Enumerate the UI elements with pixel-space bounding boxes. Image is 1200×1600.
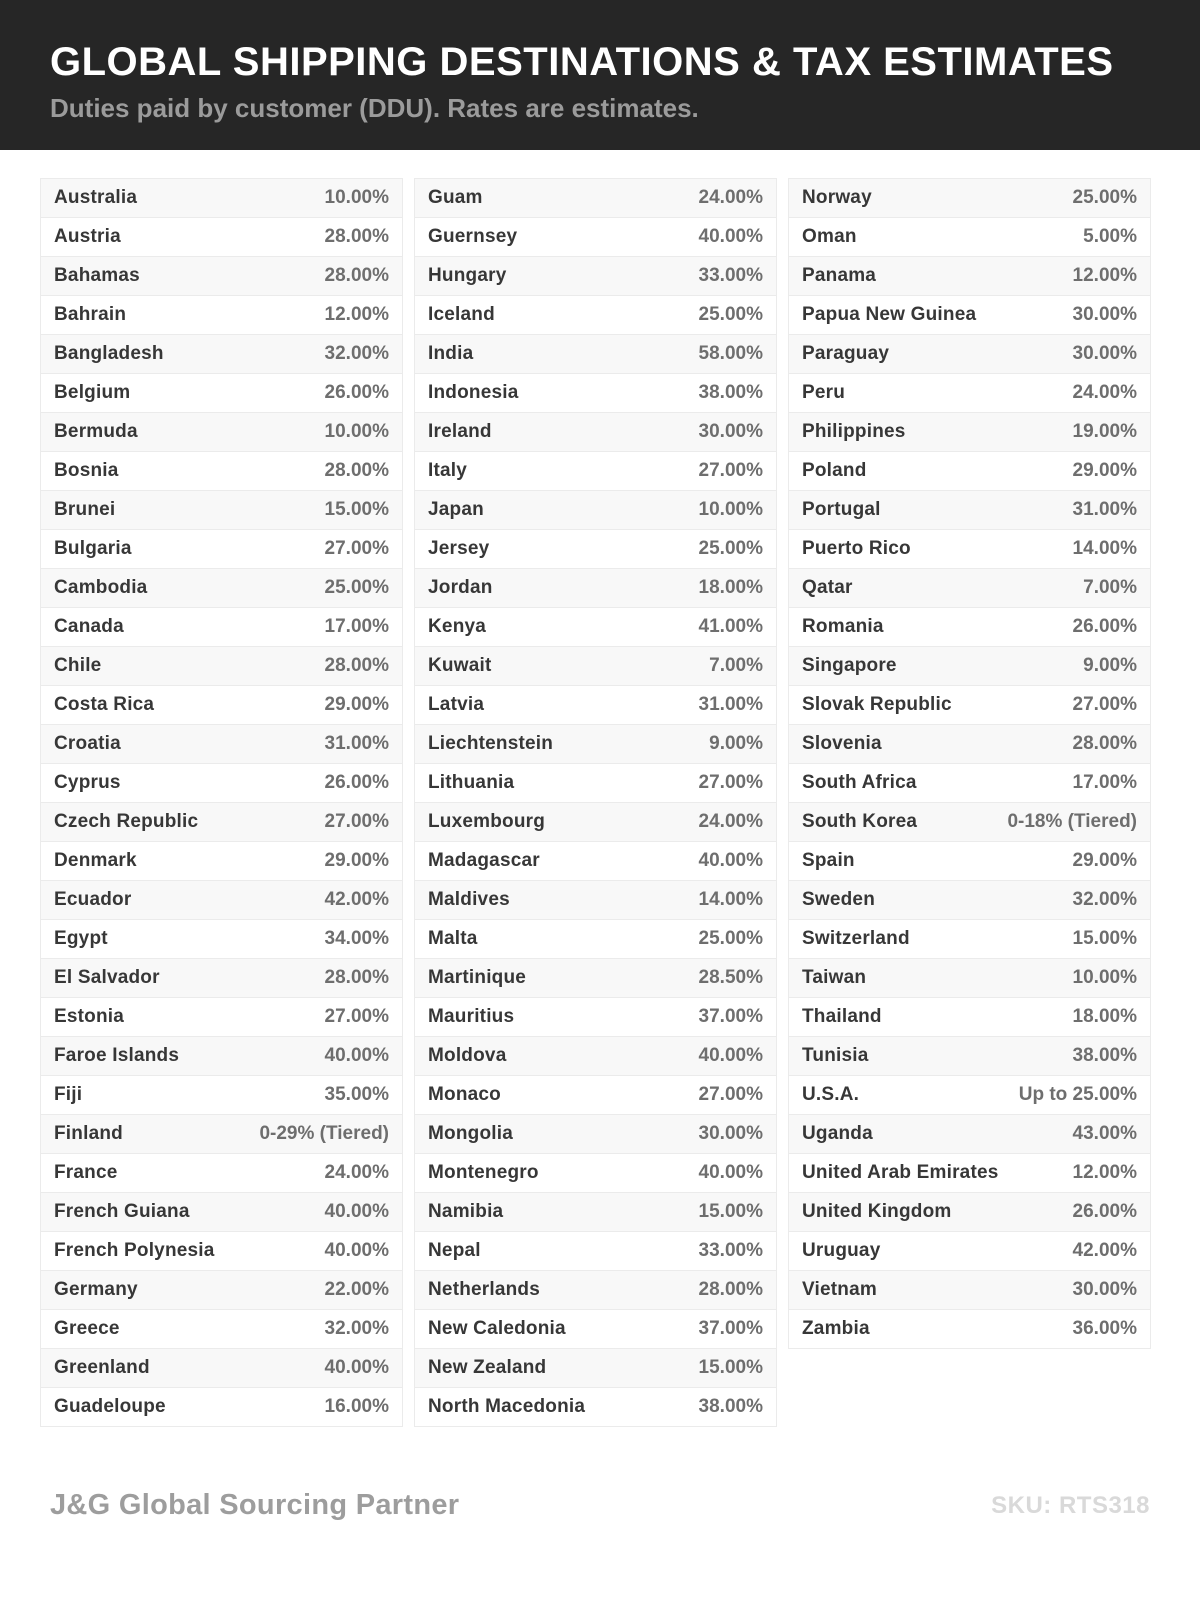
table-row: [41, 608, 402, 647]
tax-rate: 25.00%: [698, 538, 763, 559]
country-name: Poland: [802, 460, 867, 481]
country-name: Spain: [802, 850, 855, 871]
tax-rate: 15.00%: [698, 1201, 763, 1222]
country-name: Uruguay: [802, 1240, 881, 1261]
country-name: French Polynesia: [54, 1240, 215, 1261]
country-name: Hungary: [428, 265, 507, 286]
table-row: [41, 569, 402, 608]
country-name: Martinique: [428, 967, 527, 988]
table-row: [415, 257, 776, 296]
table-row: [41, 179, 402, 218]
tax-rate: 10.00%: [324, 187, 389, 208]
tax-rate: 19.00%: [1072, 421, 1137, 442]
tax-rate: 28.00%: [1072, 733, 1137, 754]
tax-rate: 40.00%: [698, 226, 763, 247]
country-name: Portugal: [802, 499, 881, 520]
tax-rate: 15.00%: [698, 1357, 763, 1378]
country-name: Kenya: [428, 616, 487, 637]
country-name: Kuwait: [428, 655, 492, 676]
country-name: Cambodia: [54, 577, 148, 598]
tax-rate: 12.00%: [324, 304, 389, 325]
table-row: [41, 257, 402, 296]
country-name: South Korea: [802, 811, 918, 832]
tax-rate: 7.00%: [1083, 577, 1137, 598]
table-row: [789, 1271, 1150, 1310]
table-row: [41, 998, 402, 1037]
tax-rate: 31.00%: [698, 694, 763, 715]
page-title: GLOBAL SHIPPING DESTINATIONS & TAX ESTIMATES: [50, 40, 1114, 84]
tax-rate: 37.00%: [698, 1318, 763, 1339]
country-name: Tunisia: [802, 1045, 869, 1066]
table-row: [789, 1310, 1150, 1349]
tax-rate: 40.00%: [324, 1357, 389, 1378]
tax-rate: 40.00%: [698, 1045, 763, 1066]
tax-rate: 30.00%: [1072, 304, 1137, 325]
tax-rate: 27.00%: [324, 1006, 389, 1027]
tax-rate: 38.00%: [698, 1396, 763, 1417]
tax-rate: 27.00%: [324, 811, 389, 832]
country-name: Philippines: [802, 421, 906, 442]
country-name: Greece: [54, 1318, 120, 1339]
tax-rate: 24.00%: [324, 1162, 389, 1183]
country-name: Greenland: [54, 1357, 150, 1378]
table-row: [415, 959, 776, 998]
tax-rate: 0-18% (Tiered): [1007, 811, 1137, 832]
tax-rate: 30.00%: [1072, 1279, 1137, 1300]
table-row: [41, 491, 402, 530]
country-name: Peru: [802, 382, 846, 403]
country-name: Moldova: [428, 1045, 507, 1066]
tax-rate: 15.00%: [324, 499, 389, 520]
country-name: Paraguay: [802, 343, 890, 364]
tax-rate: 14.00%: [1072, 538, 1137, 559]
tax-rate: 58.00%: [698, 343, 763, 364]
table-row: [415, 218, 776, 257]
tax-rate: 10.00%: [698, 499, 763, 520]
table-row: [789, 452, 1150, 491]
page-footer: [50, 1489, 1150, 1522]
country-name: Madagascar: [428, 850, 540, 871]
tax-rate: 37.00%: [698, 1006, 763, 1027]
country-name: Luxembourg: [428, 811, 546, 832]
table-row: [789, 1154, 1150, 1193]
country-name: Sweden: [802, 889, 875, 910]
tax-rate: 26.00%: [1072, 1201, 1137, 1222]
country-name: Belgium: [54, 382, 131, 403]
table-row: [41, 1310, 402, 1349]
table-row: [789, 686, 1150, 725]
table-row: [789, 257, 1150, 296]
country-name: Japan: [428, 499, 484, 520]
country-name: Singapore: [802, 655, 897, 676]
country-name: Ireland: [428, 421, 492, 442]
table-row: [789, 725, 1150, 764]
country-name: Uganda: [802, 1123, 873, 1144]
table-row: [415, 413, 776, 452]
table-row: [789, 413, 1150, 452]
tax-rate: 43.00%: [1072, 1123, 1137, 1144]
table-row: [415, 647, 776, 686]
table-row: [41, 413, 402, 452]
country-name: Montenegro: [428, 1162, 539, 1183]
country-name: Australia: [54, 187, 138, 208]
table-row: [415, 1310, 776, 1349]
table-row: [789, 959, 1150, 998]
table-row: [41, 842, 402, 881]
country-name: Italy: [428, 460, 468, 481]
country-name: Nepal: [428, 1240, 481, 1261]
tax-rate: 16.00%: [324, 1396, 389, 1417]
table-row: [41, 1076, 402, 1115]
tax-rate: 38.00%: [1072, 1045, 1137, 1066]
country-name: Oman: [802, 226, 857, 247]
table-row: [789, 218, 1150, 257]
tax-rate: Up to 25.00%: [1018, 1084, 1137, 1105]
table-row: [789, 881, 1150, 920]
page-subtitle: Duties paid by customer (DDU). Rates are estimates.: [50, 93, 699, 123]
table-row: [415, 179, 776, 218]
tax-rate: 29.00%: [1072, 850, 1137, 871]
country-name: South Africa: [802, 772, 917, 793]
tax-rate: 15.00%: [1072, 928, 1137, 949]
country-name: United Kingdom: [802, 1201, 952, 1222]
country-name: Latvia: [428, 694, 485, 715]
tax-rate: 10.00%: [1072, 967, 1137, 988]
table-row: [41, 296, 402, 335]
table-row: [415, 296, 776, 335]
table-column-1: [40, 178, 403, 1427]
table-row: [789, 179, 1150, 218]
table-row: [41, 1271, 402, 1310]
tax-rate: 28.00%: [324, 655, 389, 676]
table-row: [415, 1232, 776, 1271]
tax-rate: 25.00%: [324, 577, 389, 598]
country-name: Costa Rica: [54, 694, 155, 715]
country-name: French Guiana: [54, 1201, 190, 1222]
country-name: North Macedonia: [428, 1396, 586, 1417]
country-name: Chile: [54, 655, 102, 676]
country-name: Mauritius: [428, 1006, 515, 1027]
country-name: Cyprus: [54, 772, 121, 793]
table-row: [415, 374, 776, 413]
table-row: [415, 1388, 776, 1427]
table-column-2: [414, 178, 777, 1427]
country-name: Jordan: [428, 577, 493, 598]
tax-rate: 33.00%: [698, 1240, 763, 1261]
table-row: [41, 452, 402, 491]
tax-rate: 12.00%: [1072, 1162, 1137, 1183]
tax-rate: 31.00%: [1072, 499, 1137, 520]
table-row: [789, 491, 1150, 530]
tax-rate: 34.00%: [324, 928, 389, 949]
country-name: Bulgaria: [54, 538, 132, 559]
country-name: Norway: [802, 187, 872, 208]
country-name: Brunei: [54, 499, 116, 520]
tax-rate: 40.00%: [698, 850, 763, 871]
country-name: Bahamas: [54, 265, 140, 286]
table-row: [415, 452, 776, 491]
table-row: [789, 803, 1150, 842]
brand-name: J&G Global Sourcing Partner: [50, 1489, 460, 1521]
country-name: Slovak Republic: [802, 694, 952, 715]
tax-rate: 28.50%: [698, 967, 763, 988]
country-name: India: [428, 343, 474, 364]
tax-rate: 12.00%: [1072, 265, 1137, 286]
table-row: [41, 1154, 402, 1193]
country-name: Zambia: [802, 1318, 870, 1339]
table-row: [415, 608, 776, 647]
tax-rate: 7.00%: [709, 655, 763, 676]
country-name: Bermuda: [54, 421, 138, 442]
table-row: [41, 1037, 402, 1076]
tax-rate: 9.00%: [1083, 655, 1137, 676]
country-name: Netherlands: [428, 1279, 541, 1300]
country-name: Bahrain: [54, 304, 127, 325]
tax-rate: 26.00%: [324, 382, 389, 403]
table-row: [415, 1076, 776, 1115]
country-name: Bangladesh: [54, 343, 164, 364]
table-row: [41, 1193, 402, 1232]
country-name: New Zealand: [428, 1357, 547, 1378]
table-row: [415, 764, 776, 803]
tax-rate: 30.00%: [698, 421, 763, 442]
country-name: Ecuador: [54, 889, 132, 910]
tax-rate: 27.00%: [698, 1084, 763, 1105]
tax-rate: 32.00%: [324, 343, 389, 364]
country-name: Vietnam: [802, 1279, 877, 1300]
tax-rate: 41.00%: [698, 616, 763, 637]
tax-rate: 17.00%: [324, 616, 389, 637]
table-row: [415, 1193, 776, 1232]
table-row: [415, 569, 776, 608]
country-name: New Caledonia: [428, 1318, 566, 1339]
tax-rate: 42.00%: [1072, 1240, 1137, 1261]
table-row: [415, 725, 776, 764]
country-name: France: [54, 1162, 118, 1183]
tax-rate: 40.00%: [324, 1240, 389, 1261]
country-name: Liechtenstein: [428, 733, 554, 754]
tax-rate: 28.00%: [324, 226, 389, 247]
country-name: Guernsey: [428, 226, 518, 247]
table-row: [41, 1349, 402, 1388]
country-name: Maldives: [428, 889, 510, 910]
country-name: Taiwan: [802, 967, 867, 988]
tax-rate: 18.00%: [1072, 1006, 1137, 1027]
table-row: [415, 491, 776, 530]
tax-rate: 29.00%: [324, 694, 389, 715]
table-row: [415, 1154, 776, 1193]
tax-rate: 32.00%: [324, 1318, 389, 1339]
table-row: [789, 1037, 1150, 1076]
country-name: Romania: [802, 616, 884, 637]
tax-rate: 10.00%: [324, 421, 389, 442]
table-row: [41, 1388, 402, 1427]
country-name: Jersey: [428, 538, 490, 559]
tax-rate: 26.00%: [324, 772, 389, 793]
tax-rate: 40.00%: [324, 1045, 389, 1066]
table-row: [41, 1115, 402, 1154]
table-row: [415, 1271, 776, 1310]
table-row: [41, 686, 402, 725]
tax-rate: 27.00%: [698, 772, 763, 793]
table-row: [41, 959, 402, 998]
country-name: Namibia: [428, 1201, 504, 1222]
country-name: Germany: [54, 1279, 138, 1300]
country-name: Guadeloupe: [54, 1396, 166, 1417]
table-row: [789, 1193, 1150, 1232]
tax-rate: 28.00%: [324, 265, 389, 286]
country-name: Lithuania: [428, 772, 515, 793]
country-name: United Arab Emirates: [802, 1162, 999, 1183]
tax-rate: 27.00%: [1072, 694, 1137, 715]
table-row: [415, 1037, 776, 1076]
table-row: [789, 998, 1150, 1037]
tax-rate: 18.00%: [698, 577, 763, 598]
table-row: [415, 1349, 776, 1388]
tax-rate: 33.00%: [698, 265, 763, 286]
table-row: [41, 374, 402, 413]
table-row: [789, 335, 1150, 374]
table-row: [415, 803, 776, 842]
table-row: [41, 920, 402, 959]
table-row: [415, 530, 776, 569]
tax-rate: 38.00%: [698, 382, 763, 403]
table-row: [41, 881, 402, 920]
tax-rate: 14.00%: [698, 889, 763, 910]
country-name: Iceland: [428, 304, 495, 325]
tax-rate: 25.00%: [1072, 187, 1137, 208]
table-row: [789, 569, 1150, 608]
tax-rate: 0-29% (Tiered): [259, 1123, 389, 1144]
country-name: Thailand: [802, 1006, 882, 1027]
country-name: Puerto Rico: [802, 538, 911, 559]
country-name: Croatia: [54, 733, 121, 754]
table-row: [415, 842, 776, 881]
country-name: El Salvador: [54, 967, 160, 988]
table-row: [41, 764, 402, 803]
tax-rate: 26.00%: [1072, 616, 1137, 637]
table-row: [415, 1115, 776, 1154]
table-row: [41, 803, 402, 842]
tax-rate: 25.00%: [698, 928, 763, 949]
tax-rate: 29.00%: [324, 850, 389, 871]
table-row: [41, 725, 402, 764]
table-row: [415, 881, 776, 920]
country-name: Bosnia: [54, 460, 119, 481]
table-row: [415, 686, 776, 725]
tax-rate: 27.00%: [324, 538, 389, 559]
table-row: [789, 647, 1150, 686]
tax-rate: 28.00%: [698, 1279, 763, 1300]
table-row: [41, 647, 402, 686]
table-column-3: [788, 178, 1151, 1349]
country-name: Switzerland: [802, 928, 910, 949]
table-row: [415, 920, 776, 959]
tax-rate: 40.00%: [324, 1201, 389, 1222]
country-name: Guam: [428, 187, 483, 208]
tax-rate: 9.00%: [709, 733, 763, 754]
table-row: [789, 530, 1150, 569]
tax-rate: 22.00%: [324, 1279, 389, 1300]
tax-rate: 24.00%: [1072, 382, 1137, 403]
tax-rate: 40.00%: [698, 1162, 763, 1183]
country-name: Estonia: [54, 1006, 125, 1027]
country-name: Panama: [802, 265, 877, 286]
table-row: [789, 842, 1150, 881]
tax-rate: 36.00%: [1072, 1318, 1137, 1339]
tax-rate-table: [40, 178, 1151, 1427]
table-row: [789, 1232, 1150, 1271]
tax-rate: 31.00%: [324, 733, 389, 754]
table-row: [41, 1232, 402, 1271]
tax-rate: 42.00%: [324, 889, 389, 910]
country-name: Austria: [54, 226, 121, 247]
table-row: [789, 608, 1150, 647]
country-name: Papua New Guinea: [802, 304, 977, 325]
country-name: Mongolia: [428, 1123, 513, 1144]
tax-rate: 32.00%: [1072, 889, 1137, 910]
country-name: Qatar: [802, 577, 853, 598]
country-name: Slovenia: [802, 733, 882, 754]
country-name: Finland: [54, 1123, 123, 1144]
table-row: [789, 764, 1150, 803]
tax-rate: 28.00%: [324, 460, 389, 481]
country-name: Czech Republic: [54, 811, 199, 832]
tax-rate: 25.00%: [698, 304, 763, 325]
table-row: [41, 530, 402, 569]
tax-rate: 27.00%: [698, 460, 763, 481]
tax-rate: 29.00%: [1072, 460, 1137, 481]
table-row: [41, 218, 402, 257]
table-row: [41, 335, 402, 374]
tax-rate: 17.00%: [1072, 772, 1137, 793]
country-name: Denmark: [54, 850, 137, 871]
country-name: Indonesia: [428, 382, 519, 403]
country-name: U.S.A.: [802, 1084, 860, 1105]
tax-rate: 5.00%: [1083, 226, 1137, 247]
table-row: [789, 1115, 1150, 1154]
table-row: [789, 374, 1150, 413]
country-name: Egypt: [54, 928, 108, 949]
sku-label: SKU: RTS318: [991, 1491, 1150, 1519]
country-name: Canada: [54, 616, 124, 637]
tax-rate: 24.00%: [698, 811, 763, 832]
tax-rate: 30.00%: [698, 1123, 763, 1144]
table-row: [415, 335, 776, 374]
table-row: [789, 296, 1150, 335]
table-row: [415, 998, 776, 1037]
tax-rate: 24.00%: [698, 187, 763, 208]
tax-rate: 28.00%: [324, 967, 389, 988]
page-header: [0, 0, 1200, 150]
country-name: Monaco: [428, 1084, 501, 1105]
table-row: [789, 920, 1150, 959]
country-name: Malta: [428, 928, 478, 949]
tax-rate: 35.00%: [324, 1084, 389, 1105]
tax-rate: 30.00%: [1072, 343, 1137, 364]
country-name: Fiji: [54, 1084, 83, 1105]
country-name: Faroe Islands: [54, 1045, 180, 1066]
table-row: [789, 1076, 1150, 1115]
